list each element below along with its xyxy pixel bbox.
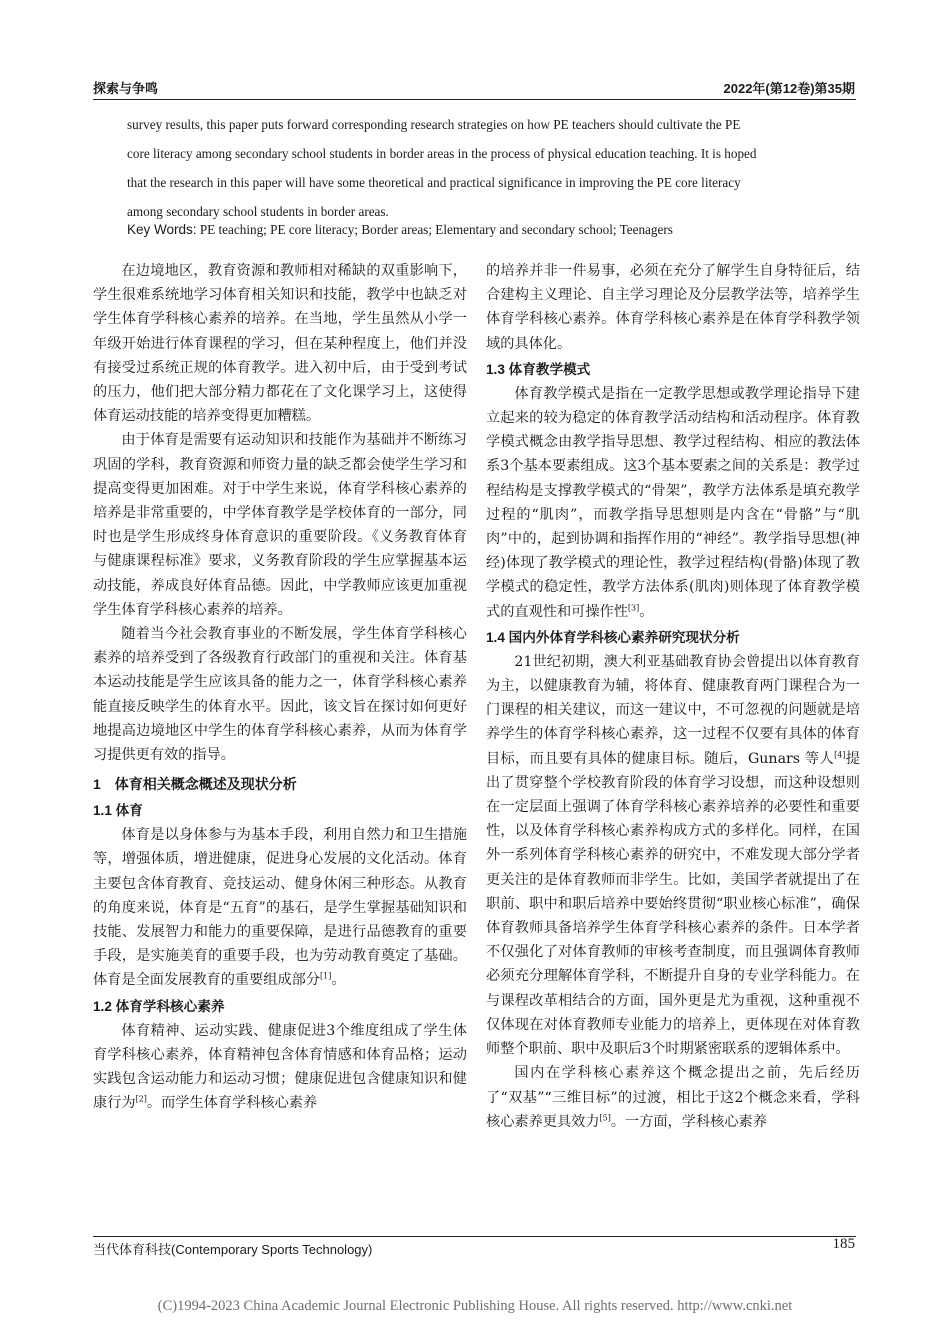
section-heading-1-4: 1.4 国内外体育学科核心素养研究现状分析: [486, 629, 740, 645]
citation-ref: [4]: [834, 749, 846, 759]
page-number: 185: [832, 1236, 855, 1252]
paragraph-text: 提出了贯穿整个学校教育阶段的体育学习设想，而这种设想则在一定层面上强调了体育学科核心素养培养的必要性和重要性，以及体育学科核心素养构成方式的多样化。同样，在国外一系列体育学科核心素养的研究中，不难发现大部分学者更关注的是体育教师而非学生。比如，美国学者就提出了在职前、职中和职后培养中要始终贯彻“职业核心标准”，确保体育教师具备培养学生体育学科核心素养的条件。日本学者不仅强化了对体育教师的审核考查制度，而且强调体育教师必须充分理解体育学科，不断提升自身的专业学科能力。在与课程改革相结合的方面，国外更是尤为重视，这种重视不仅体现在对体育教师专业能力的培养上，更体现在对体育教师整个职前、职中及职后3个时期紧密联系的逻辑体系中。: [486, 750, 860, 1058]
paragraph: 的培养并非一件易事，必须在充分了解学生自身特征后，结合建构主义理论、自主学习理论及分层教学法等，培养学生体育学科核心素养。体育学科核心素养是在体育学科教学领域的具体化。: [486, 263, 860, 352]
journal-section-title: 探索与争鸣: [93, 81, 159, 96]
abstract-line: core literacy among secondary school students in border areas in the process of physical education teaching. It is hoped: [127, 146, 757, 161]
paragraph-text: 体育精神、运动实践、健康促进3个维度组成了学生体育学科核心素养，体育精神包含体育情感和体育品格；运动实践包含运动能力和运动习惯；健康促进包含健康知识和健康行为: [93, 1022, 467, 1112]
abstract-line: among secondary school students in border areas.: [127, 204, 389, 219]
paragraph: [486, 382, 860, 624]
paragraph-text: 体育教学模式是指在一定教学思想或教学理论指导下建立起来的较为稳定的体育教学活动结构和活动程序。体育教学模式概念由教学指导思想、教学过程结构、相应的教法体系3个基本要素组成。这3个基本要素之间的关系是：教学过程结构是支撑教学模式的“骨架”，教学方法体系是填充教学过程的“肌肉”，而教学指导思想则是内含在“骨骼”与“肌肉”中的，起到协调和指挥作用的“神经”。教学指导思想(神经)体现了教学模式的理论性，教学过程结构(骨骼)体现了教学模式的稳定性，教学方法体系(肌肉)则体现了体育教学模式的直观性和可操作性: [486, 385, 860, 620]
paragraph: 由于体育是需要有运动知识和技能作为基础并不断练习巩固的学科，教育资源和师资力量的缺乏都会使学生学习和提高变得更加困难。对于中学生来说，体育学科核心素养的培养是非常重要的，中学体育教学是学校体育的一部分，同时也是学生形成终身体育意识的重要阶段。《义务教育体育与健康课程标准》要求，义务教育阶段的学生应掌握基本运动技能，养成良好体育品德。因此，中学教师应该更加重视学生体育学科核心素养的培养。: [93, 432, 467, 618]
paragraph-text: 21世纪初期，澳大利亚基础教育协会曾提出以体育教育为主，以健康教育为辅，将体育、健康教育两门课程合为一门课程的相关建议，而这一建议中，不可忽视的问题就是培养学生的体育学科核心素养，这一过程不仅要有具体的体育目标，而且要有具体的健康目标。随后，Gunars 等人: [486, 653, 860, 767]
citation-ref: [2]: [135, 1094, 147, 1104]
paragraph: [486, 1061, 860, 1134]
paragraph-text: 。而学生体育学科核心素养: [146, 1095, 318, 1112]
section-heading-1-3: 1.3 体育教学模式: [486, 361, 591, 377]
keywords-list: PE teaching; PE core literacy; Border areas; Elementary and secondary school; Teenagers: [196, 222, 673, 237]
paragraph-text: 体育是以身体参与为基本手段，利用自然力和卫生措施等，增强体质，增进健康，促进身心发展的文化活动。体育主要包含体育教育、竞技运动、健身休闲三种形态。从教育的角度来说，体育是“五育”的基石，是学生掌握基础知识和技能、发展智力和能力的重要保障，是进行品德教育的重要手段，是实施美育的重要手段，也为劳动教育奠定了基础。体育是全面发展教育的重要组成部分: [93, 827, 467, 989]
section-heading-1-1: 1.1 体育: [93, 803, 143, 819]
paragraph: 在边境地区，教育资源和教师相对稀缺的双重影响下，学生很难系统地学习体育相关知识和技能，教学中也缺乏对学生体育学科核心素养的培养。在当地，学生虽然从小学一年级开始进行体育课程的学习，但在某种程度上，他们并没有接受过系统正规的体育教学。进入初中后，由于受到考试的压力，他们把大部分精力都花在了文化课学习上，这使得体育运动技能的培养变得更加糟糕。: [93, 263, 467, 425]
right-column: [486, 259, 860, 1134]
citation-ref: [3]: [627, 602, 640, 612]
issue-info: 2022年(第12卷)第35期: [723, 81, 855, 96]
paragraph: 随着当今社会教育事业的不断发展，学生体育学科核心素养的培养受到了各级教育行政部门的重视和关注。体育基本运动技能是学生应该具备的能力之一，体育学科核心素养能直接反映学生的体育水平。因此，该文旨在探讨如何更好地提高边境地区中学生的体育学科核心素养，从而为体育学习提供更有效的指导。: [93, 626, 467, 764]
paragraph: [486, 650, 860, 1061]
copyright-notice: (C)1994-2023 China Academic Journal Electronic Publishing House. All rights reserved. http://www.cnki.net: [157, 1298, 793, 1314]
paragraph: [93, 1019, 467, 1116]
header-divider: [93, 99, 856, 100]
left-column: [93, 259, 467, 1116]
footer-divider: [93, 1236, 856, 1237]
journal-name: 当代体育科技(Contemporary Sports Technology): [93, 1242, 373, 1257]
section-heading-1: 1 体育相关概念概述及现状分析: [93, 776, 297, 793]
paragraph-text: 国内在学科核心素养这个概念提出之前，先后经历了“双基”“三维目标”的过渡，相比于这2个概念来看，学科核心素养更具效力: [486, 1065, 860, 1130]
english-abstract: [127, 110, 827, 226]
abstract-line: that the research in this paper will have some theoretical and practical significance in improving the PE core literacy: [127, 175, 741, 190]
paragraph-text: 。一方面，学科核心素养: [610, 1113, 767, 1130]
citation-ref: [1]: [320, 971, 332, 981]
citation-ref: [5]: [599, 1112, 611, 1122]
keywords: [127, 220, 827, 240]
paragraph-text: 。: [331, 972, 346, 989]
abstract-line: survey results, this paper puts forward corresponding research strategies on how PE teachers should cultivate the PE: [127, 117, 741, 132]
keywords-label: Key Words:: [127, 222, 197, 237]
paragraph-text: 。: [639, 603, 654, 620]
paragraph: [93, 823, 467, 992]
section-heading-1-2: 1.2 体育学科核心素养: [93, 998, 225, 1014]
